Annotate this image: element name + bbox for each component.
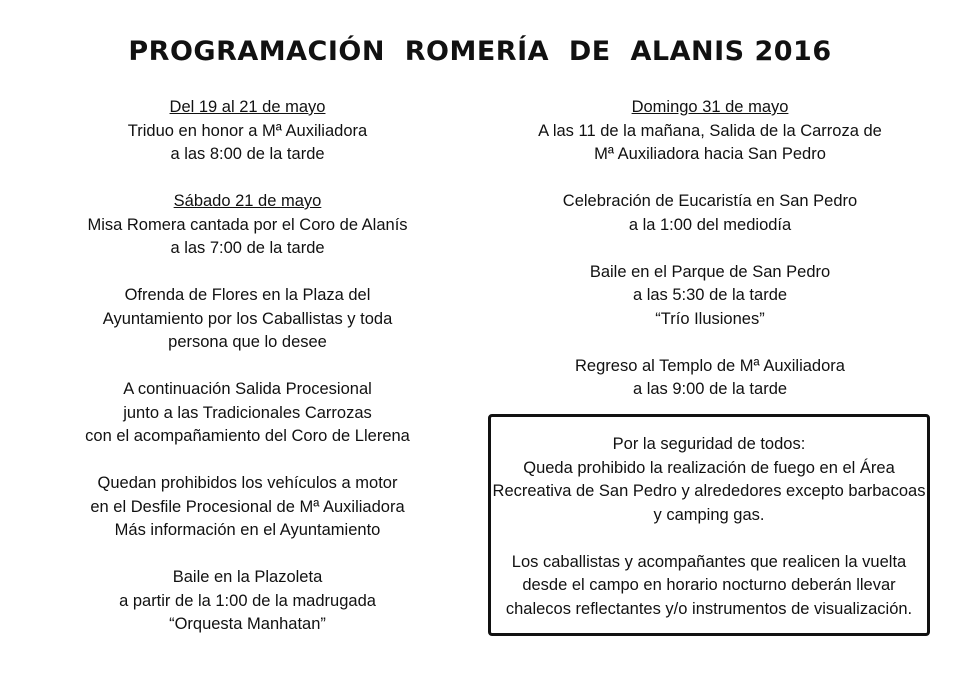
event-block bbox=[60, 566, 435, 637]
event-date-heading: Del 19 al 21 de mayo bbox=[169, 98, 326, 116]
notice-line: Los caballistas y acompañantes que realicen la vuelta bbox=[511, 552, 907, 571]
event-block bbox=[520, 96, 900, 167]
event-line: a partir de la 1:00 de la madrugada bbox=[119, 591, 376, 610]
event-line: con el acompañamiento del Coro de Llerena bbox=[85, 427, 410, 445]
event-line: “Trío Ilusiones” bbox=[655, 309, 765, 328]
event-line: a la 1:00 del mediodía bbox=[628, 215, 792, 234]
notice-line: Recreativa de San Pedro y alrededores excepto barbacoas bbox=[492, 482, 926, 500]
event-date-heading: Sábado 21 de mayo bbox=[173, 192, 322, 210]
event-line: Baile en el Parque de San Pedro bbox=[589, 262, 831, 281]
notice-line: Por la seguridad de todos: bbox=[612, 435, 806, 453]
right-column bbox=[520, 96, 900, 425]
event-line: Ayuntamiento por los Caballistas y toda bbox=[102, 309, 393, 328]
safety-notice-box bbox=[488, 414, 930, 636]
left-column bbox=[60, 96, 435, 660]
event-line: persona que lo desee bbox=[168, 333, 327, 351]
event-line: Ofrenda de Flores en la Plaza del bbox=[124, 286, 371, 304]
event-block bbox=[60, 378, 435, 449]
notice-line: chalecos reflectantes y/o instrumentos de visualización. bbox=[505, 599, 913, 618]
event-line: A las 11 de la mañana, Salida de la Carroza de bbox=[538, 121, 882, 140]
notice-line: y camping gas. bbox=[653, 505, 765, 524]
notice-line: Queda prohibido la realización de fuego en el Área bbox=[523, 458, 895, 477]
event-block bbox=[520, 190, 900, 237]
event-line: a las 9:00 de la tarde bbox=[632, 380, 788, 398]
event-line: Celebración de Eucaristía en San Pedro bbox=[562, 192, 858, 210]
event-block bbox=[60, 190, 435, 261]
notice-line: desde el campo en horario nocturno deberán llevar bbox=[522, 576, 896, 594]
event-date-heading: Domingo 31 de mayo bbox=[631, 98, 789, 116]
event-line: A continuación Salida Procesional bbox=[123, 380, 372, 398]
event-line: a las 7:00 de la tarde bbox=[170, 239, 325, 257]
event-line: Misa Romera cantada por el Coro de Alanís bbox=[87, 215, 408, 234]
notice-paragraph bbox=[491, 551, 927, 622]
event-block bbox=[520, 261, 900, 332]
event-line: Baile en la Plazoleta bbox=[172, 568, 323, 586]
event-line: junto a las Tradicionales Carrozas bbox=[123, 403, 372, 422]
event-block bbox=[520, 355, 900, 402]
event-block bbox=[60, 284, 435, 355]
event-line: a las 8:00 de la tarde bbox=[170, 145, 325, 163]
event-line: Triduo en honor a Mª Auxiliadora bbox=[127, 121, 368, 140]
event-line: Quedan prohibidos los vehículos a motor bbox=[97, 474, 398, 492]
event-line: “Orquesta Manhatan” bbox=[169, 615, 326, 633]
event-line: en el Desfile Procesional de Mª Auxiliadora bbox=[90, 497, 405, 516]
event-block bbox=[60, 472, 435, 543]
event-line: a las 5:30 de la tarde bbox=[632, 286, 788, 304]
event-line: Más información en el Ayuntamiento bbox=[114, 521, 381, 539]
event-block bbox=[60, 96, 435, 167]
notice-paragraph bbox=[491, 433, 927, 527]
page-title: PROGRAMACIÓN ROMERÍA DE ALANIS 2016 bbox=[128, 36, 832, 67]
event-line: Mª Auxiliadora hacia San Pedro bbox=[594, 145, 826, 163]
event-line: Regreso al Templo de Mª Auxiliadora bbox=[575, 356, 845, 375]
